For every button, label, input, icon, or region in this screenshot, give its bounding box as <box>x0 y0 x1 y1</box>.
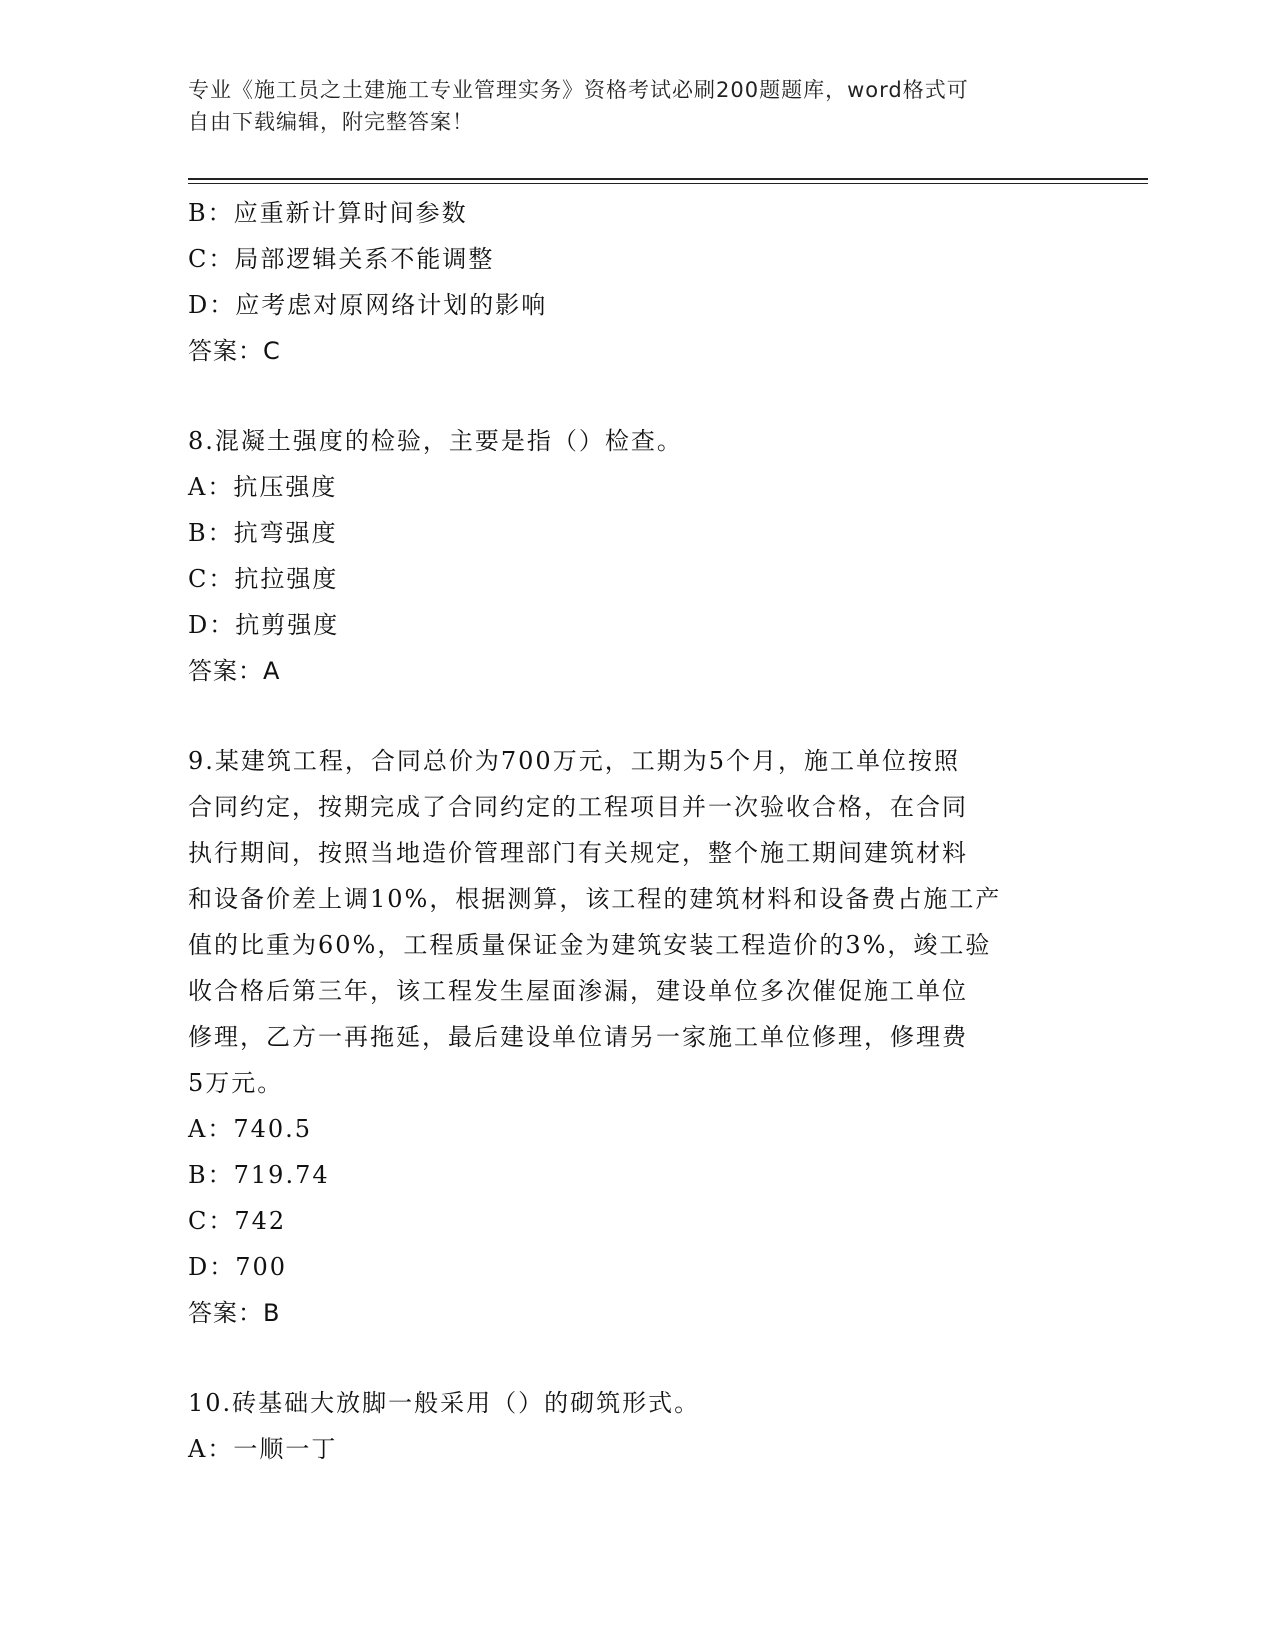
question-stem-line: 收合格后第三年，该工程发生屋面渗漏，建设单位多次催促施工单位 <box>188 977 968 1005</box>
option-a: A：抗压强度 <box>188 473 338 501</box>
answer: 答案：B <box>188 1299 281 1327</box>
question-stem-line: 执行期间，按照当地造价管理部门有关规定，整个施工期间建筑材料 <box>188 839 968 867</box>
question-8 <box>188 418 1088 694</box>
question-10 <box>188 1380 1088 1472</box>
option-d: D：700 <box>188 1253 288 1281</box>
option-c: C：局部逻辑关系不能调整 <box>188 245 495 273</box>
question-stem-line: 5万元。 <box>188 1069 284 1097</box>
question-stem-line: 9.某建筑工程，合同总价为700万元，工期为5个月，施工单位按照 <box>188 747 960 775</box>
question-content <box>188 190 1088 1472</box>
question-stem-line: 值的比重为60%，工程质量保证金为建筑安装工程造价的3%，竣工验 <box>188 931 992 959</box>
question-7-continued <box>188 190 1088 374</box>
question-9 <box>188 738 1088 1336</box>
option-b: B：抗弯强度 <box>188 519 338 547</box>
option-a: A：一顺一丁 <box>188 1435 338 1463</box>
header-line-1: 专业《施工员之土建施工专业管理实务》资格考试必刷200题题库，word格式可 <box>188 78 969 102</box>
header-rule-thick <box>188 178 1148 180</box>
header-rule-thin <box>188 183 1148 184</box>
question-stem-line: 和设备价差上调10%，根据测算，该工程的建筑材料和设备费占施工产 <box>188 885 1002 913</box>
option-d: D：抗剪强度 <box>188 611 340 639</box>
question-stem-line: 修理，乙方一再拖延，最后建设单位请另一家施工单位修理，修理费 <box>188 1023 968 1051</box>
option-c: C：742 <box>188 1207 287 1235</box>
header-line-2: 自由下载编辑，附完整答案！ <box>188 110 474 134</box>
option-d: D：应考虑对原网络计划的影响 <box>188 291 548 319</box>
question-stem: 10.砖基础大放脚一般采用（）的砌筑形式。 <box>188 1389 701 1417</box>
option-c: C：抗拉强度 <box>188 565 339 593</box>
question-stem: 8.混凝土强度的检验，主要是指（）检查。 <box>188 427 683 455</box>
option-b: B：应重新计算时间参数 <box>188 199 468 227</box>
question-stem-line: 合同约定，按期完成了合同约定的工程项目并一次验收合格，在合同 <box>188 793 968 821</box>
option-b: B：719.74 <box>188 1161 330 1189</box>
option-a: A：740.5 <box>188 1115 313 1143</box>
answer: 答案：A <box>188 657 281 685</box>
answer: 答案：C <box>188 337 281 365</box>
document-header <box>188 74 1088 138</box>
